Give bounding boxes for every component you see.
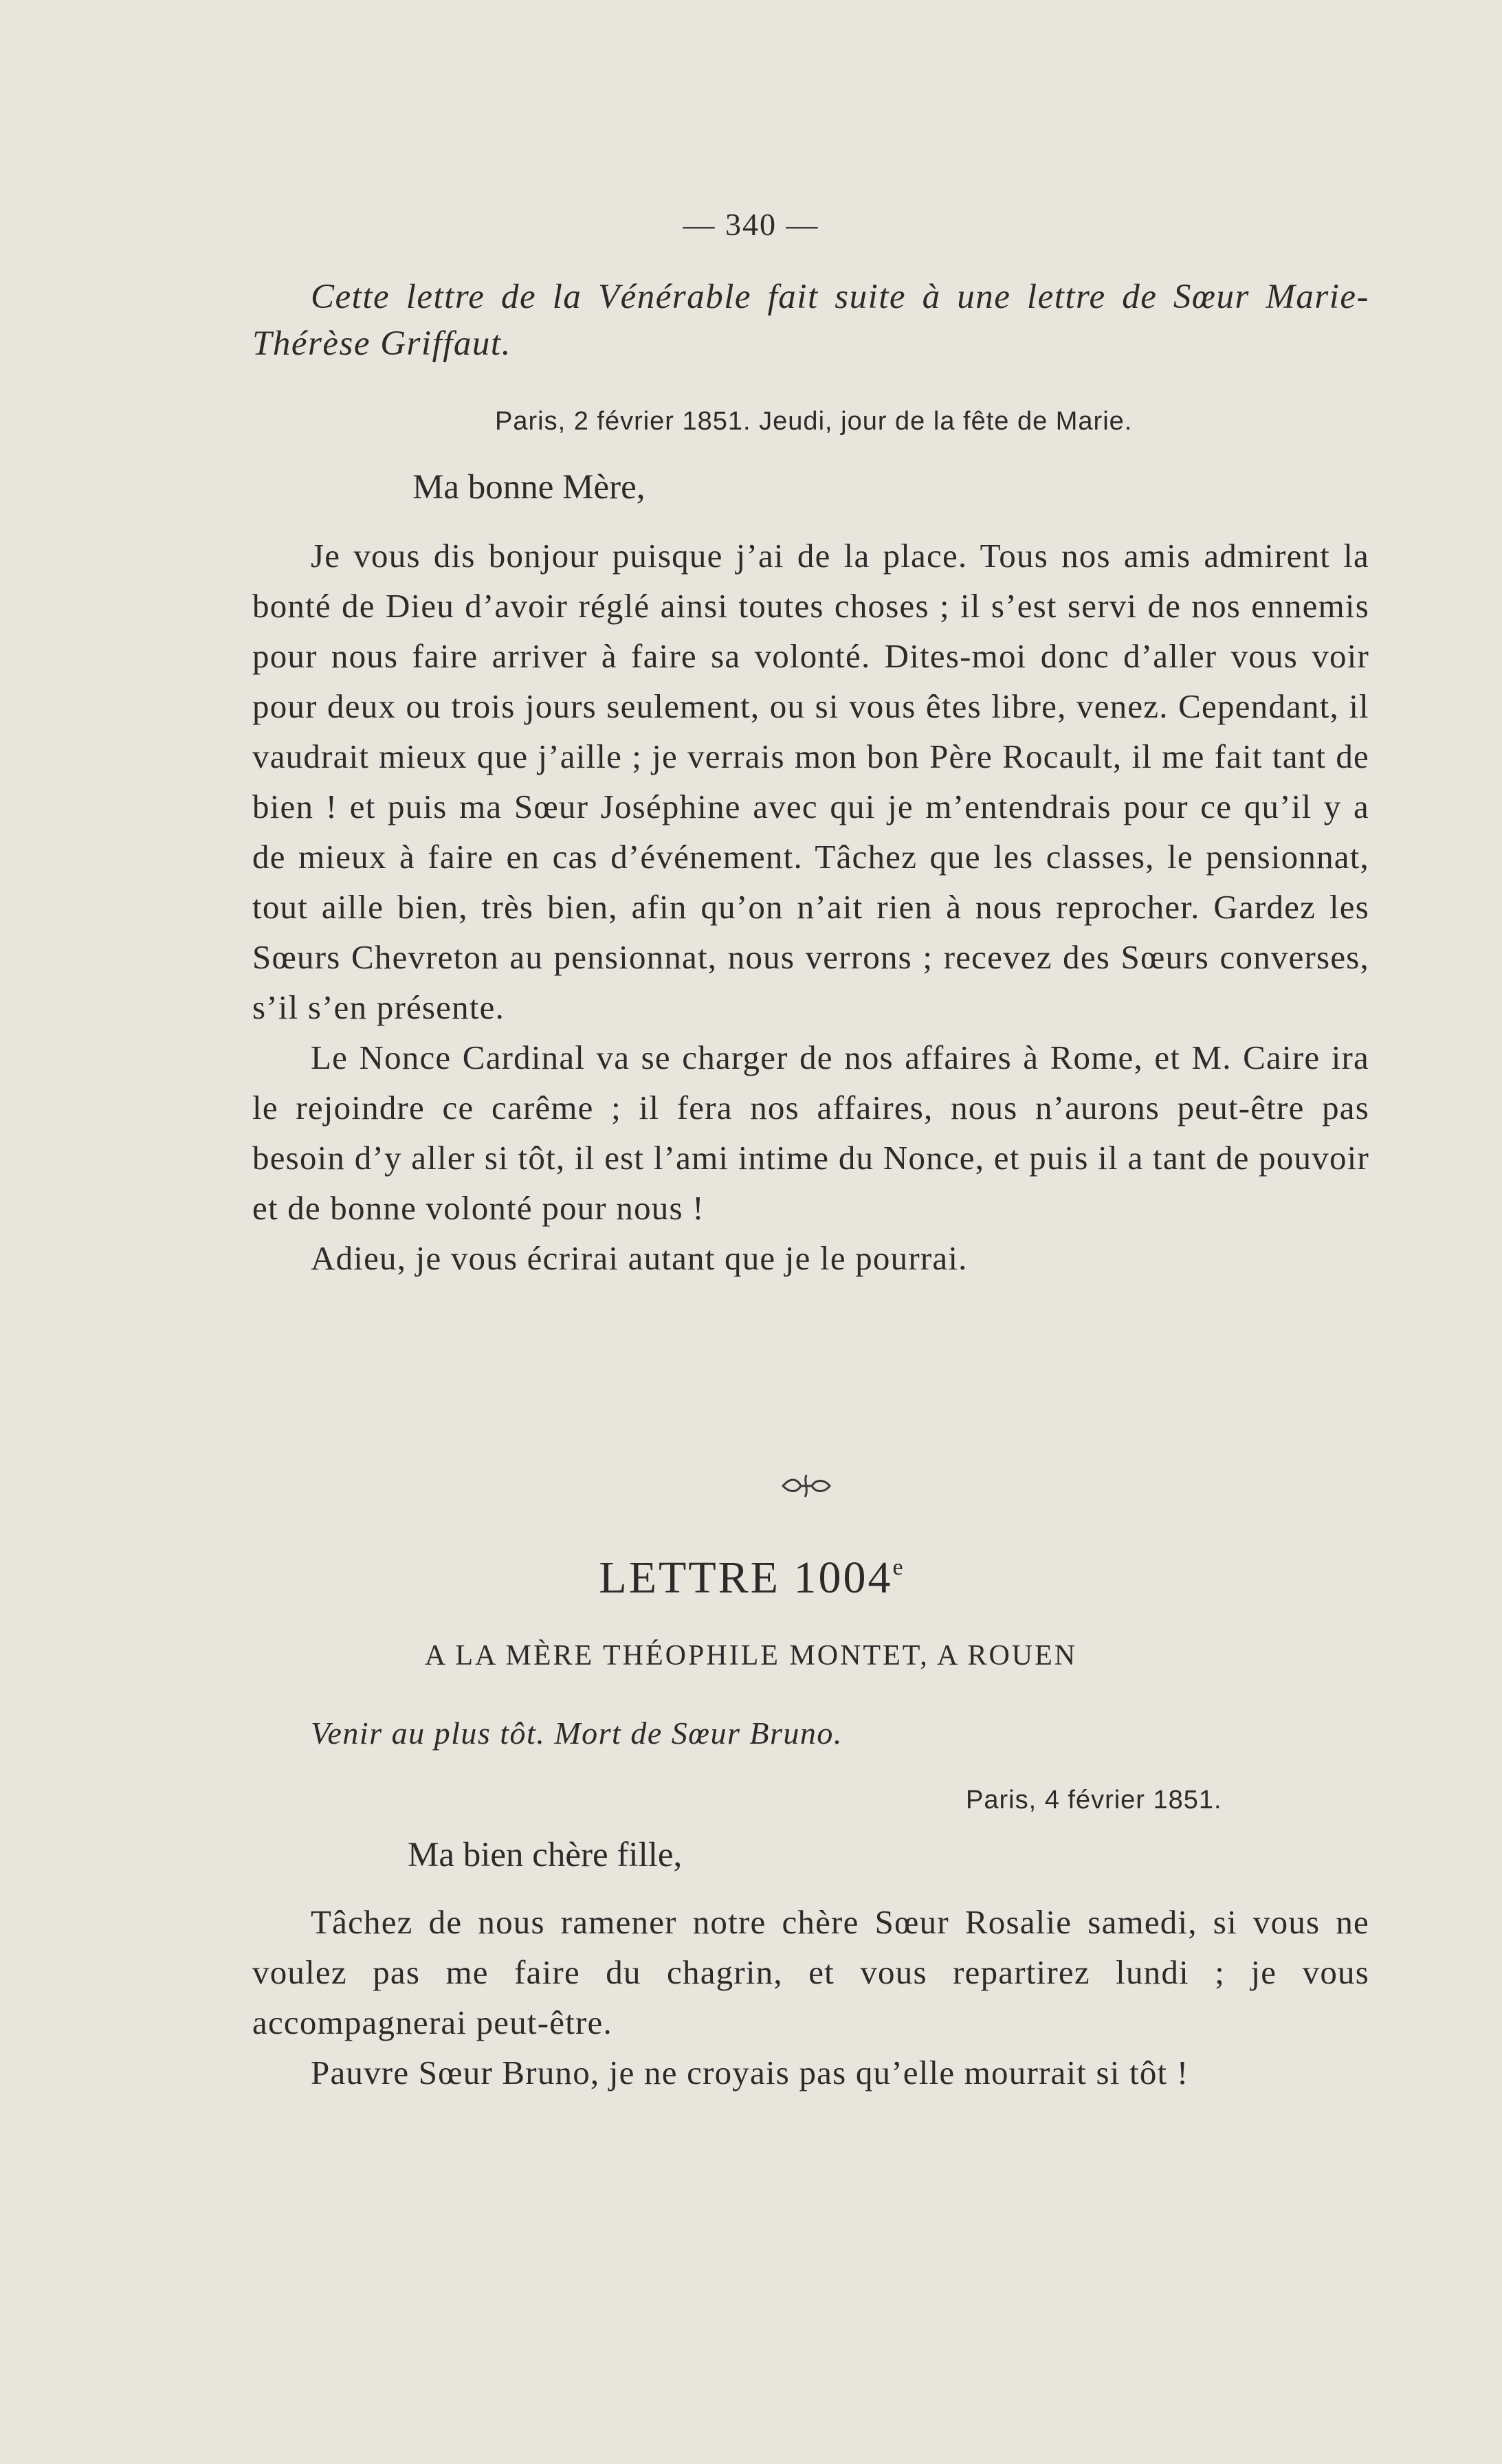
first-letter-body: [252, 531, 1369, 1283]
section-divider-ornament-icon: [780, 1471, 832, 1501]
second-letter-paragraph: Pauvre Sœur Bruno, je ne croyais pas qu’elle mourrait si tôt !: [311, 2054, 1189, 2091]
first-letter-paragraph: Je vous dis bonjour puisque j’ai de la place. Tous nos amis admirent la bonté de Dieu d’avoir réglé ainsi toutes choses ; il s’est servi de nos ennemis pour nous faire arriver à faire sa volonté. Dites-moi donc d’aller vous voir pour deux ou trois jours seulement, ou si vous êtes libre, venez. Cependant, il vaudrait mieux que j’aille ; je verrais mon bon Père Rocault, il me fait tant de bien ! et puis ma Sœur Joséphine avec qui je m’entendrais pour ce qu’il y a de mieux à faire en cas d’événement. Tâchez que les classes, le pensionnat, tout aille bien, très bien, afin qu’on n’ait rien à nous reprocher. Gardez les Sœurs Chevreton au pensionnat, nous verrons ; recevez des Sœurs converses, s’il s’en présente.: [252, 537, 1369, 1026]
second-letter-paragraph: Tâchez de nous ramener notre chère Sœur Rosalie samedi, si vous ne voulez pas me faire du chagrin, et vous repartirez lundi ; je vous accompagnerai peut-être.: [252, 1903, 1369, 2041]
letter-title-text: LETTRE 1004: [599, 1553, 893, 1603]
second-letter-salutation: Ma bien chère fille,: [408, 1836, 683, 1874]
first-letter-salutation: Ma bonne Mère,: [412, 468, 645, 507]
letter-recipient: A LA MÈRE THÉOPHILE MONTET, A ROUEN: [424, 1640, 1078, 1672]
first-letter-dateline: Paris, 2 février 1851. Jeudi, jour de la fête de Marie.: [495, 407, 1133, 436]
letter-title-ordinal-suffix: e: [892, 1555, 903, 1580]
first-letter-paragraph: Le Nonce Cardinal va se charger de nos affaires à Rome, et M. Caire ira le rejoindre ce carême ; il fera nos affaires, nous n’aurons peut-être pas besoin d’y aller si tôt, il est l’ami intime du Nonce, et puis il a tant de pouvoir et de bonne volonté pour nous !: [252, 1039, 1369, 1227]
editorial-intro-note: Cette lettre de la Vénérable fait suite à une lettre de Sœur Marie-Thérèse Griffaut.: [252, 278, 1369, 363]
letter-summary: Venir au plus tôt. Mort de Sœur Bruno.: [311, 1716, 843, 1751]
first-letter-paragraph: Adieu, je vous écrirai autant que je le pourrai.: [311, 1239, 968, 1277]
page-number: — 340 —: [683, 207, 819, 242]
letter-title: [0, 1552, 1502, 1604]
second-letter-body: [252, 1897, 1369, 2098]
second-letter-dateline: Paris, 4 février 1851.: [966, 1786, 1222, 1814]
